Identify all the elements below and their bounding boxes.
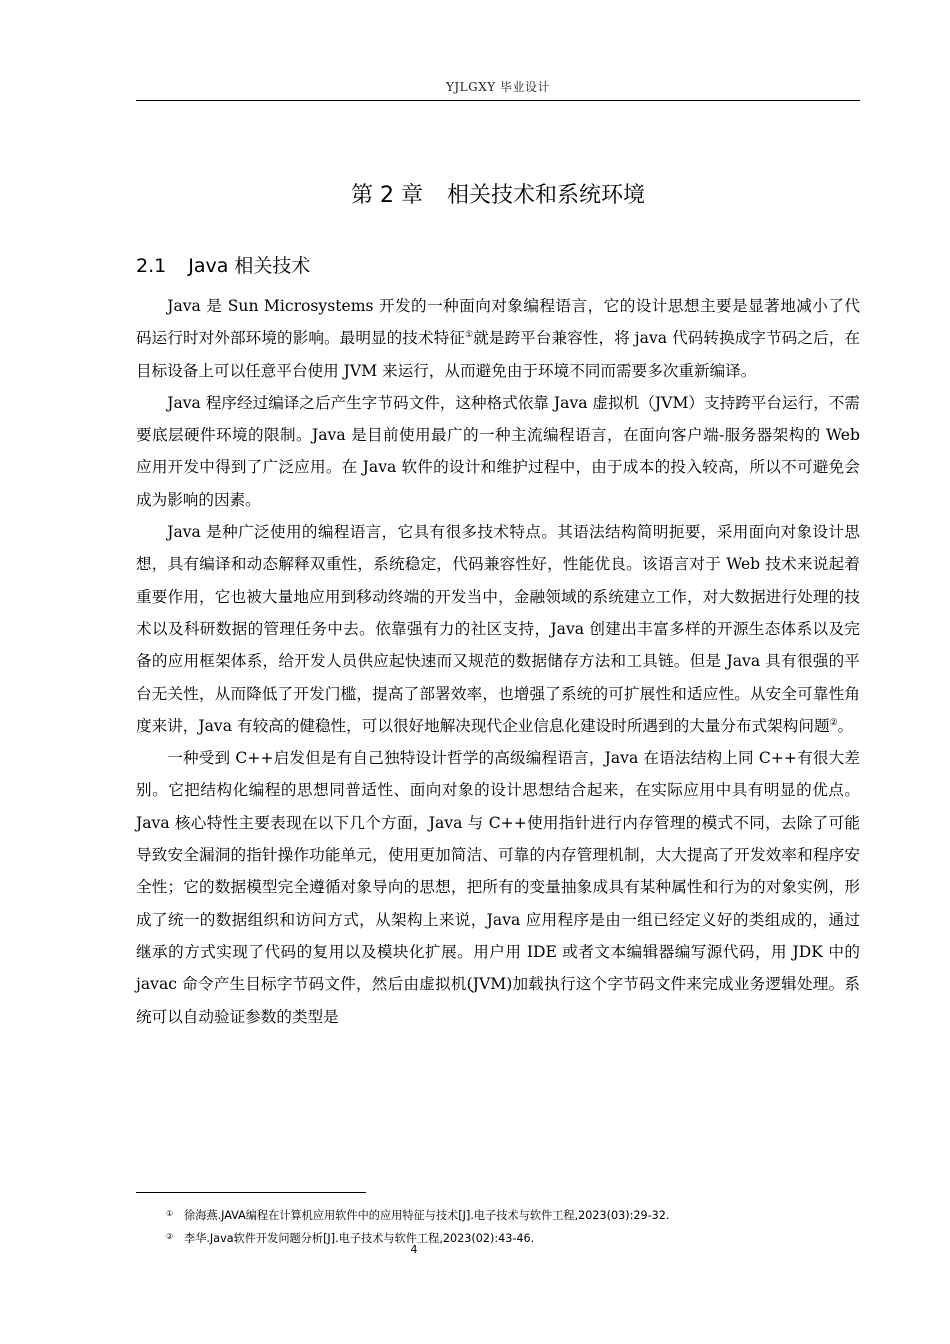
body-text	[136, 290, 860, 1033]
paragraph	[136, 290, 860, 387]
paragraph	[136, 516, 860, 742]
footnote-ref: ②	[829, 717, 838, 728]
paragraph-text: Java 是 Sun Microsystems 开发的一种面向对象编程语言，它的设计思想主要是显著地减小了代码运行时对外部环境的影响。最明显的技术特征	[136, 297, 860, 348]
page-header: YJLGXY 毕业设计	[445, 80, 551, 94]
page-number: 4	[410, 1243, 418, 1256]
paragraph-text: Java 是种广泛使用的编程语言，它具有很多技术特点。其语法结构简明扼要，采用面向对象设计思想，具有编译和动态解释双重性，系统稳定，代码兼容性好，性能优良。该语言对于 Web 技术来说起着重要作用，它也被大量地应用到移动终端的开发当中，金融领域的系统建立工作，对大数据进行处理的技术以及科研数据的管理任务中去。依靠强有力的社区支持，Java 创建出丰富多样的开源生态体系以及完备的应用框架体系，给开发人员供应起快速而又规范的数据储存方法和工具链。但是 Java 具有很强的平台无关性，从而降低了开发门槛，提高了部署效率，也增强了系统的可扩展性和适应性。从安全可靠性角度来讲，Java 有较高的健稳性，可以很好地解决现代企业信息化建设时所遇到的大量分布式架构问题	[136, 523, 860, 735]
section-heading	[136, 251, 310, 278]
footnote-mark: ①	[166, 1209, 174, 1218]
footnote-divider	[136, 1192, 366, 1193]
footnote-mark: ②	[166, 1232, 174, 1241]
chapter-title	[136, 178, 860, 209]
paragraph: 一种受到 C++启发但是有自己独特设计哲学的高级编程语言，Java 在语法结构上同 C++有很大差别。它把结构化编程的思想同普适性、面向对象的设计思想结合起来，在实际应用中具有明显的优点。Java 核心特性主要表现在以下几个方面，Java 与 C++使用指针进行内存管理的模式不同，去除了可能导致安全漏洞的指针操作功能单元，使用更加简洁、可靠的内存管理机制，大大提高了开发效率和程序安全性；它的数据模型完全遵循对象导向的思想，把所有的变量抽象成具有某种属性和行为的对象实例，形成了统一的数据组织和访问方式，从架构上来说，Java 应用程序是由一组已经定义好的类组成的，通过继承的方式实现了代码的复用以及模块化扩展。用户用 IDE 或者文本编辑器编写源代码，用 JDK 中的 javac 命令产生目标字节码文件，然后由虚拟机(JVM)加载执行这个字节码文件来完成业务逻辑处理。系统可以自动验证参数的类型是	[136, 749, 860, 1026]
footnote	[166, 1203, 860, 1226]
chapter-number: 第 2 章	[351, 183, 423, 208]
paragraph-text: 就是跨平台兼容性，将 java 代码转换成字节码之后，在目标设备上可以任意平台使用 JVM 来运行，从而避免由于环境不同而需要多次重新编译。	[136, 329, 860, 380]
footnote-ref: ①	[464, 330, 474, 341]
section-title-text: Java 相关技术	[188, 255, 311, 277]
footnote-text: 徐海燕.JAVA编程在计算机应用软件中的应用特征与技术[J].电子技术与软件工程,2023(03):29-32.	[184, 1209, 670, 1222]
chapter-title-text: 相关技术和系统环境	[446, 183, 645, 208]
section-number: 2.1	[136, 255, 167, 277]
footnote-text: 李华.Java软件开发问题分析[J].电子技术与软件工程,2023(02):43-46.	[184, 1232, 535, 1245]
paragraph-text: 。	[837, 716, 854, 735]
header-divider	[136, 100, 860, 101]
paragraph: Java 程序经过编译之后产生字节码文件，这种格式依靠 Java 虚拟机（JVM）支持跨平台运行，不需要底层硬件环境的限制。Java 是目前使用最广的一种主流编程语言，在面向客户端-服务器架构的 Web 应用开发中得到了广泛应用。在 Java 软件的设计和维护过程中，由于成本的投入较高，所以不可避免会成为影响的因素。	[136, 393, 860, 509]
